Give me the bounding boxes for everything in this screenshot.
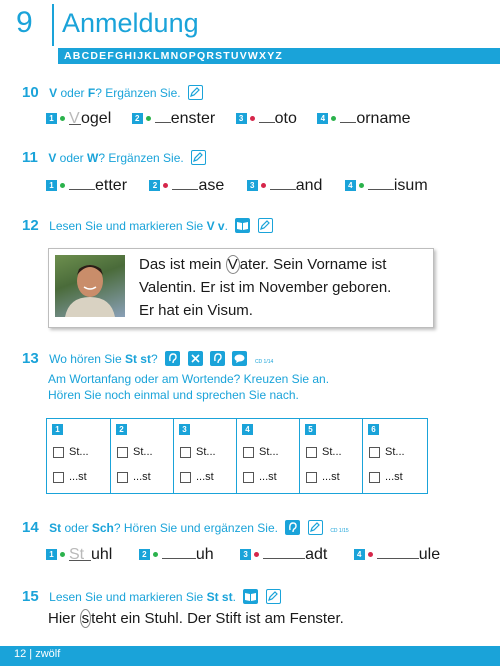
exercise-instruction: V oder W? Ergänzen Sie.	[48, 151, 184, 165]
reading-line: Das ist mein V ater. Sein Vorname ist	[139, 256, 387, 273]
column-number: 1	[52, 424, 63, 435]
checkbox-st-end[interactable]: ...st	[369, 471, 403, 483]
exercise-11-items	[46, 175, 428, 195]
list-item: 3 oto	[236, 110, 297, 127]
chapter-title: Anmeldung	[62, 8, 199, 38]
list-item: 1 St uhl	[46, 546, 112, 563]
list-item: 4 isum	[345, 177, 428, 194]
checkbox-st-start[interactable]: St...	[117, 446, 153, 458]
reading-box	[48, 248, 434, 328]
answer-table	[46, 418, 428, 494]
column-number: 2	[116, 424, 127, 435]
list-item: 2 enster	[132, 110, 215, 127]
pencil-icon	[191, 150, 206, 165]
checkbox-st-start[interactable]: St...	[53, 446, 89, 458]
exercise-number: 15	[22, 588, 39, 605]
checkbox-st-end[interactable]: ...st	[243, 471, 277, 483]
exercise-number: 12	[22, 217, 39, 234]
checkbox-st-end[interactable]: ...st	[180, 471, 214, 483]
checkbox-st-start[interactable]: St...	[243, 446, 279, 458]
exercise-15-sentence: Hier s teht ein Stuhl. Der Stift ist am Fenster.	[48, 610, 344, 627]
table-column	[111, 419, 174, 493]
list-item: 1 Vogel	[46, 110, 111, 127]
cd-track-label: CD 1/14	[254, 359, 274, 365]
column-number: 3	[179, 424, 190, 435]
table-column	[174, 419, 237, 493]
exercise-13-heading	[22, 350, 273, 368]
column-number: 4	[242, 424, 253, 435]
reading-line: Er hat ein Visum.	[139, 302, 253, 319]
reading-line: Valentin. Er ist im November geboren.	[139, 279, 392, 296]
exercise-number: 13	[22, 350, 39, 367]
exercise-11-heading	[22, 149, 206, 167]
exercise-10-heading	[22, 84, 203, 102]
checkbox-st-end[interactable]: ...st	[117, 471, 151, 483]
exercise-instruction: Lesen Sie und markieren Sie St st.	[49, 590, 236, 604]
footer-bar	[0, 646, 500, 666]
exercise-10-items	[46, 108, 411, 128]
exercise-instruction: St oder Sch? Hören Sie und ergänzen Sie.	[49, 521, 278, 535]
cd-track-label: CD 1/15	[330, 528, 349, 534]
exercise-12-heading	[22, 217, 273, 235]
table-column	[47, 419, 111, 493]
list-item: 1 etter	[46, 177, 127, 194]
pencil-icon	[258, 218, 273, 233]
reading-text	[139, 253, 429, 322]
cross-icon	[188, 351, 203, 366]
exercise-15-heading	[22, 588, 281, 606]
ear-icon	[165, 351, 180, 366]
exercise-13-line2: Am Wortanfang oder am Wortende? Kreuzen Sie an.	[48, 372, 330, 386]
exercise-instruction: Wo hören Sie St st?	[49, 352, 158, 366]
checkbox-st-start[interactable]: St...	[369, 446, 405, 458]
exercise-number: 10	[22, 84, 39, 101]
column-number: 6	[368, 424, 379, 435]
portrait-photo	[55, 255, 125, 317]
list-item: 4 ule	[354, 546, 440, 563]
exercise-number: 14	[22, 519, 39, 536]
table-column	[363, 419, 427, 493]
exercise-instruction: Lesen Sie und markieren Sie V v.	[49, 219, 228, 233]
checkbox-st-start[interactable]: St...	[180, 446, 216, 458]
book-icon	[235, 218, 250, 233]
checkbox-st-end[interactable]: ...st	[306, 471, 340, 483]
list-item: 4 orname	[317, 110, 410, 127]
header-divider	[52, 4, 54, 46]
checkbox-st-end[interactable]: ...st	[53, 471, 87, 483]
pencil-icon	[266, 589, 281, 604]
list-item: 3 and	[247, 177, 323, 194]
list-item: 3 adt	[240, 546, 327, 563]
checkbox-st-start[interactable]: St...	[306, 446, 342, 458]
pencil-icon	[188, 85, 203, 100]
ear-icon	[285, 520, 300, 535]
table-column	[300, 419, 363, 493]
book-icon	[243, 589, 258, 604]
chapter-number: 9	[16, 6, 33, 39]
pencil-icon	[308, 520, 323, 535]
exercise-14-heading	[22, 519, 349, 537]
alphabet-bar: ABCDEFGHIJKLMNOPQRSTUVWXYZ	[58, 48, 500, 64]
page-number: 12 | zwölf	[14, 648, 61, 660]
exercise-14-items	[46, 544, 440, 564]
list-item: 2 uh	[139, 546, 214, 563]
exercise-13-line3: Hören Sie noch einmal und sprechen Sie nach.	[48, 388, 299, 402]
exercise-instruction: V oder F? Ergänzen Sie.	[49, 86, 181, 100]
ear-icon	[210, 351, 225, 366]
list-item: 2 ase	[149, 177, 224, 194]
column-number: 5	[305, 424, 316, 435]
speech-bubble-icon	[232, 351, 247, 366]
table-column	[237, 419, 300, 493]
exercise-number: 11	[22, 149, 38, 166]
